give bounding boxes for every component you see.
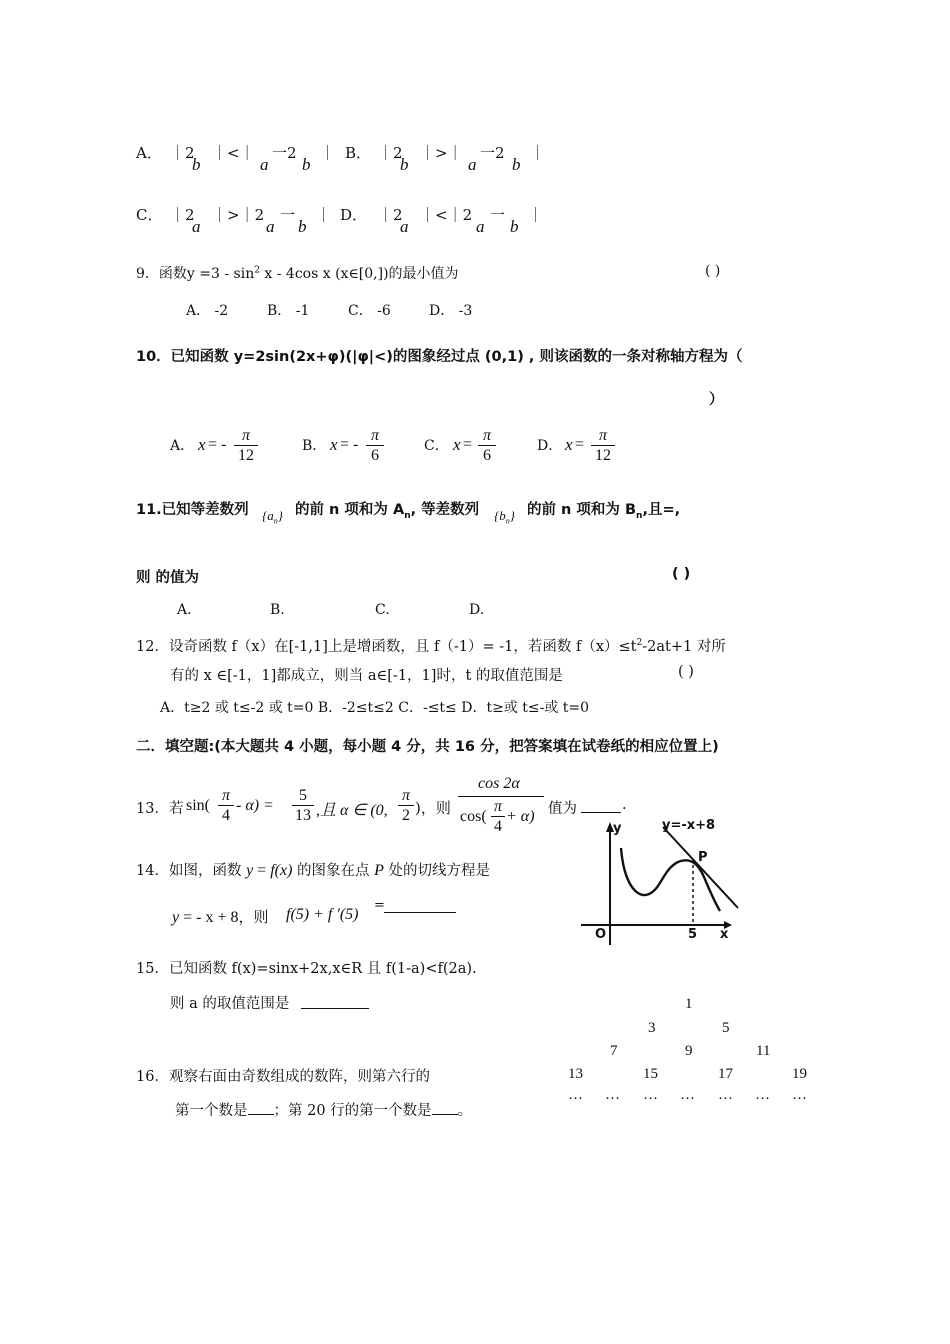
q14-point-p: P: [374, 862, 384, 879]
q10-option-b-label: B．: [302, 438, 327, 454]
q14-tangent-eq: = - x + 8: [179, 909, 239, 926]
q13-cond-two: 2: [398, 805, 414, 825]
q16-line2-text2: ；第 20 行的第一个数是: [273, 1103, 432, 1119]
q14-then: ，则: [238, 908, 269, 926]
q13-answer-blank[interactable]: [581, 812, 621, 813]
triangle-r5-c4: …: [680, 1087, 695, 1103]
q14-expr: f(5) + f ′(5): [286, 906, 359, 923]
q12-line2: 有的 x ∈[-1，1]都成立，则当 a∈[-1，1]时，t 的取值范围是: [170, 668, 563, 684]
q8-option-c-minus: 一: [280, 206, 296, 224]
q13-suffix: 值为: [548, 801, 577, 817]
triangle-r3-c1: 7: [610, 1043, 618, 1059]
q11-line2: 则 的值为: [136, 570, 200, 586]
q10-option-d-eq: =: [575, 436, 585, 453]
graph-x-axis-label: x: [720, 927, 729, 942]
q10-option-a-den: 12: [234, 445, 258, 465]
q14-line2: [172, 906, 269, 927]
triangle-r5-c6: …: [755, 1087, 770, 1103]
q13-cos-open: cos(: [460, 808, 487, 825]
q10-stem: 10．已知函数 y=2sin(2x+φ)(|φ|<)的图象经过点 (0,1) , 则该函数的一条对称轴方程为（: [136, 349, 743, 365]
triangle-r5-c3: …: [643, 1087, 658, 1103]
triangle-r4-c4: 19: [792, 1066, 807, 1082]
q10-option-d-den: 12: [591, 445, 615, 465]
q8-option-b-end: ｜: [530, 144, 546, 162]
q14-eq: =: [253, 862, 271, 879]
q8-option-a-b2: b: [302, 155, 311, 174]
q11-seq-b-text: {b: [494, 508, 506, 523]
q10-option-b-den: 6: [366, 445, 384, 465]
q16-line1: 16．观察右面由奇数组成的数阵，则第六行的: [136, 1069, 430, 1085]
q9-option-c: C． -6: [348, 303, 391, 319]
q13-five-thirteenths: [292, 787, 314, 825]
q12-line1-sup: 2: [636, 638, 643, 649]
q8-option-c-text: ｜2: [170, 206, 195, 224]
q8-option-d-a1: a: [400, 217, 409, 236]
triangle-r5-c1: …: [568, 1087, 583, 1103]
graph-point-p-label: P: [698, 850, 708, 865]
q8-option-b-text: ｜2: [378, 144, 403, 162]
q13-pi-over-2: [398, 787, 414, 825]
q14-f: f: [270, 862, 275, 879]
q13-big-pi: π: [493, 798, 502, 815]
q8-option-c-end: ｜: [316, 206, 332, 224]
q11-stem-part2-sub: n: [404, 510, 411, 521]
q10-option-d-label: D．: [537, 438, 563, 454]
graph-x-five-label: 5: [688, 927, 698, 942]
q8-option-c-label: C．: [136, 206, 163, 224]
q8-option-a-end: ｜: [320, 144, 336, 162]
q8-option-b-label: B．: [345, 144, 372, 162]
q8-option-b-minus2: 一2: [480, 144, 505, 162]
q14-line1-text3: 处的切线方程是: [383, 863, 491, 879]
q13-big-fraction: [458, 775, 544, 835]
q13-four: 4: [218, 805, 234, 825]
graph-line-label: y=-x+8: [662, 818, 716, 833]
q15-answer-blank[interactable]: [301, 1008, 369, 1009]
q8-option-a-mid: ｜<｜: [212, 144, 255, 162]
q11-seq-b-sub: n: [505, 516, 510, 526]
q9-option-b: B． -1: [267, 303, 310, 319]
triangle-r2-c1: 3: [648, 1020, 656, 1036]
q8-option-d-text: ｜2: [378, 206, 403, 224]
q10-option-b-num: π: [370, 427, 379, 444]
q10-paren-close: ）: [709, 392, 724, 408]
q9-option-a: A． -2: [186, 303, 229, 319]
section-title: 二．填空题:(本大题共 4 小题，每小题 4 分，共 16 分，把答案填在试卷纸的相应位置上): [136, 739, 719, 755]
triangle-r4-c2: 15: [643, 1066, 658, 1082]
q8-option-a-text: ｜2: [170, 144, 195, 162]
q11-answer-paren: ( ): [672, 566, 691, 582]
q13-pi-over-4: [218, 787, 234, 825]
q14-line1-text2: 的图象在点: [292, 863, 375, 879]
q10-option-d-fraction: [591, 427, 615, 465]
q10-option-b-x: x: [330, 435, 338, 454]
q11-option-a: A.: [177, 602, 192, 618]
q8-option-d-a2: a: [476, 217, 485, 236]
q13-big-pi-over-4: [491, 798, 505, 836]
q8-option-c-mid: ｜>｜2: [212, 206, 265, 224]
q14-line1-text: 14．如图，函数: [136, 863, 247, 879]
q13-cond: ,且 α ∈ (0,: [316, 802, 388, 819]
q13-sin-open: sin(: [186, 797, 210, 814]
q11-stem-part4: [527, 498, 680, 521]
q13-frac-den: 13: [292, 805, 314, 825]
q10-option-c-den: 6: [478, 445, 496, 465]
q11-seq-b-end: }: [509, 508, 515, 523]
q11-stem-part2-text: 的前 n 项和为 A: [295, 502, 405, 518]
q11-seq-a: [262, 508, 283, 526]
q8-option-a-b1: b: [192, 155, 201, 174]
q14-y: y: [246, 862, 254, 879]
q12-options: A．t≥2 或 t≤-2 或 t=0 B．-2≤t≤2 C．-≤t≤ D．t≥或 t≤-或 t=0: [160, 700, 590, 716]
q9-option-d: D． -3: [429, 303, 473, 319]
q10-option-c-fraction: [478, 427, 496, 465]
q8-option-b-b1: b: [400, 155, 409, 174]
q10-option-d-x: x: [565, 435, 573, 454]
q9-stem-sup: 2: [254, 265, 260, 276]
q15-line2: 则 a 的取值范围是: [170, 996, 290, 1012]
triangle-r4-c1: 13: [568, 1066, 583, 1082]
q10-option-b-eq: = -: [340, 436, 359, 453]
q8-option-d-label: D．: [340, 206, 368, 224]
q8-option-a-minus2: 一2: [272, 144, 297, 162]
q14-eq-sign: =: [374, 898, 385, 913]
q11-stem-part4-text: 的前 n 项和为 B: [527, 502, 637, 518]
q8-option-a-label: A．: [136, 144, 162, 162]
q8-option-b-mid: ｜>｜: [420, 144, 463, 162]
q10-option-a-label: A．: [170, 438, 195, 454]
q14-line1: [136, 859, 490, 880]
q13-big-num: cos 2α: [478, 775, 520, 792]
q13-label: 13．若: [136, 801, 184, 817]
q9-answer-paren: ( ): [705, 263, 721, 279]
q10-option-a-eq: = -: [208, 436, 227, 453]
q13-plus-alpha: + α): [506, 808, 535, 825]
q14-tangent-y: y: [172, 909, 180, 926]
q8-option-d-end: ｜: [528, 206, 544, 224]
q8-option-c-a1: a: [192, 217, 201, 236]
q11-stem-part3: , 等差数列: [410, 502, 480, 518]
q16-line2-text3: 。: [457, 1103, 473, 1119]
triangle-r5-c5: …: [718, 1087, 733, 1103]
q13-frac-num: 5: [299, 787, 307, 804]
q10-option-a-fraction: [234, 427, 258, 465]
q13-end: .: [622, 797, 627, 813]
q9-stem-text: 9．函数y =3 - sin: [136, 266, 255, 282]
q14-answer-blank[interactable]: [384, 912, 456, 913]
q11-option-c: C.: [375, 602, 390, 618]
q13-pi: π: [221, 787, 230, 804]
q11-stem-part4-sub: n: [636, 510, 643, 521]
q11-stem-part1: 11.已知等差数列: [136, 502, 249, 518]
q11-seq-a-text: {a: [262, 508, 274, 523]
q16-line2: [175, 1099, 472, 1120]
graph-origin-label: O: [595, 927, 607, 942]
q13-cond-pi: π: [401, 787, 410, 804]
q8-option-d-mid: ｜<｜2: [420, 206, 473, 224]
q12-answer-paren: ( ): [678, 664, 694, 680]
q11-option-b: B.: [270, 602, 285, 618]
triangle-r5-c7: …: [792, 1087, 807, 1103]
q11-seq-b: [494, 508, 515, 526]
q8-option-b-b2: b: [512, 155, 521, 174]
q12-line1-text: 12．设奇函数 f（x）在[-1,1]上是增函数，且 f（-1）= -1，若函数 f（x）≤t: [136, 639, 637, 655]
q10-option-c-x: x: [453, 435, 461, 454]
triangle-r1-c1: 1: [685, 996, 693, 1012]
triangle-r5-c2: …: [605, 1087, 620, 1103]
q15-line1: 15．已知函数 f(x)=sinx+2x,x∈R 且 f(1-a)<f(2a).: [136, 961, 477, 977]
q13-cond-end: )，则: [415, 799, 451, 817]
q13-big-four: 4: [491, 816, 505, 836]
q8-option-c-a2: a: [266, 217, 275, 236]
q10-option-c-num: π: [482, 427, 491, 444]
triangle-r3-c2: 9: [685, 1043, 693, 1059]
triangle-r3-c3: 11: [756, 1043, 771, 1059]
q16-answer-blank-2[interactable]: [432, 1114, 458, 1115]
q9-stem: [136, 263, 459, 283]
q16-answer-blank-1[interactable]: [248, 1114, 274, 1115]
q12-line1: [136, 635, 726, 656]
q14-x-paren: (x): [274, 862, 293, 879]
q10-option-b-fraction: [366, 427, 384, 465]
q11-option-d: D.: [469, 602, 485, 618]
q8-option-d-b: b: [510, 217, 519, 236]
q11-stem-part5: ,且=,: [642, 502, 681, 518]
q10-option-d-num: π: [598, 427, 607, 444]
function-graph-figure: [578, 815, 758, 950]
q13-minus-alpha: - α) =: [236, 797, 274, 814]
q10-option-a-num: π: [241, 427, 250, 444]
q16-line2-text: 第一个数是: [175, 1103, 248, 1119]
graph-y-axis-label: y: [613, 821, 622, 836]
q11-stem-part2: [295, 498, 479, 521]
triangle-r4-c3: 17: [718, 1066, 733, 1082]
q10-option-c-eq: =: [463, 436, 473, 453]
q11-seq-a-end: }: [277, 508, 283, 523]
q10-option-c-label: C．: [424, 438, 449, 454]
q8-option-d-minus: 一: [490, 206, 506, 224]
triangle-r2-c2: 5: [722, 1020, 730, 1036]
q9-stem-text2: x - 4cos x (x∈[0,])的最小值为: [259, 266, 459, 282]
q8-option-b-a: a: [468, 155, 477, 174]
q10-option-a-x: x: [198, 435, 206, 454]
q8-option-c-b: b: [298, 217, 307, 236]
q13-fraction-bar: [458, 796, 544, 797]
q12-line1-text2: -2at+1 对所: [642, 639, 726, 655]
q8-option-a-a: a: [260, 155, 269, 174]
q11-seq-a-sub: n: [273, 516, 278, 526]
